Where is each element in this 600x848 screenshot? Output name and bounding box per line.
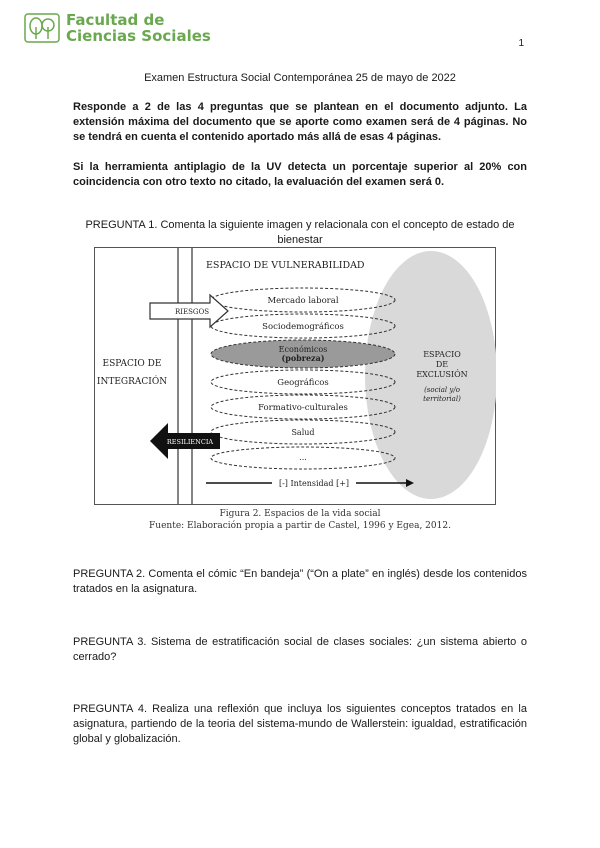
risks-label: RIESGOS	[174, 308, 210, 316]
intensity-label: [-] Intensidad [+]	[278, 479, 350, 488]
exam-title: Examen Estructura Social Contemporánea 25 de mayo de 2022	[144, 72, 456, 84]
question-3: PREGUNTA 3. Sistema de estratificación social de clases sociales: ¿un sistema abierto o cerrado?	[73, 636, 527, 663]
figure-caption: Figura 2. Espacios de la vida social	[219, 509, 381, 519]
exclusion-note-1: (social y/o	[424, 386, 460, 394]
tree-logo-icon	[24, 13, 60, 43]
label-formativo: Formativo-culturales	[258, 403, 348, 413]
exclusion-line-2: DE	[435, 360, 449, 369]
label-sociodemograficos: Sociodemográficos	[262, 322, 344, 332]
exclusion-line-3: EXCLUSIÓN	[416, 370, 468, 379]
question-2: PREGUNTA 2. Comenta el cómic “En bandeja” (“On a plate” en inglés) desde los contenidos tratados en la asignatura.	[73, 568, 527, 595]
resilience-label: RESILIENCIA	[166, 438, 214, 446]
label-pobreza: (pobreza)	[281, 353, 325, 363]
label-geograficos: Geográficos	[277, 378, 329, 388]
exclusion-note-2: territorial)	[423, 395, 461, 403]
social-spaces-figure	[94, 247, 496, 505]
instructions-paragraph-1: Responde a 2 de las 4 preguntas que se plantean en el documento adjunto. La extensión máxima del documento que se aporte como examen será de 4 páginas. No se tendrá en cuenta el contenido aportado más allá de esas 4 páginas.	[73, 101, 527, 143]
question-1: PREGUNTA 1. Comenta la siguiente imagen y relacionala con el concepto de estado de bienestar	[85, 219, 515, 246]
faculty-logo	[24, 12, 211, 44]
label-etc: ...	[299, 453, 307, 462]
figure-source: Fuente: Elaboración propia a partir de Castel, 1996 y Egea, 2012.	[149, 521, 451, 531]
label-salud: Salud	[291, 428, 315, 437]
integration-line-1: ESPACIO DE	[102, 359, 162, 369]
vulnerability-title: ESPACIO DE VULNERABILIDAD	[206, 260, 365, 271]
logo-line-2: Ciencias Sociales	[66, 27, 211, 45]
label-economicos: Económicos	[278, 345, 328, 354]
label-mercado: Mercado laboral	[267, 296, 339, 306]
exclusion-line-1: ESPACIO	[423, 350, 461, 359]
question-4: PREGUNTA 4. Realiza una reflexión que incluya los siguientes conceptos tratados en la asignatura, partiendo de la teoria del sistema-mundo de Wallerstein: igualdad, estratificación global y globalización.	[73, 703, 527, 745]
page-number: 1	[518, 38, 524, 49]
logo-line-1: Facultad de	[66, 11, 165, 29]
integration-line-2: INTEGRACIÓN	[96, 377, 168, 387]
instructions-paragraph-2: Si la herramienta antiplagio de la UV detecta un porcentaje superior al 20% con coincidencia con otro texto no citado, la evaluación del examen será 0.	[73, 161, 527, 188]
